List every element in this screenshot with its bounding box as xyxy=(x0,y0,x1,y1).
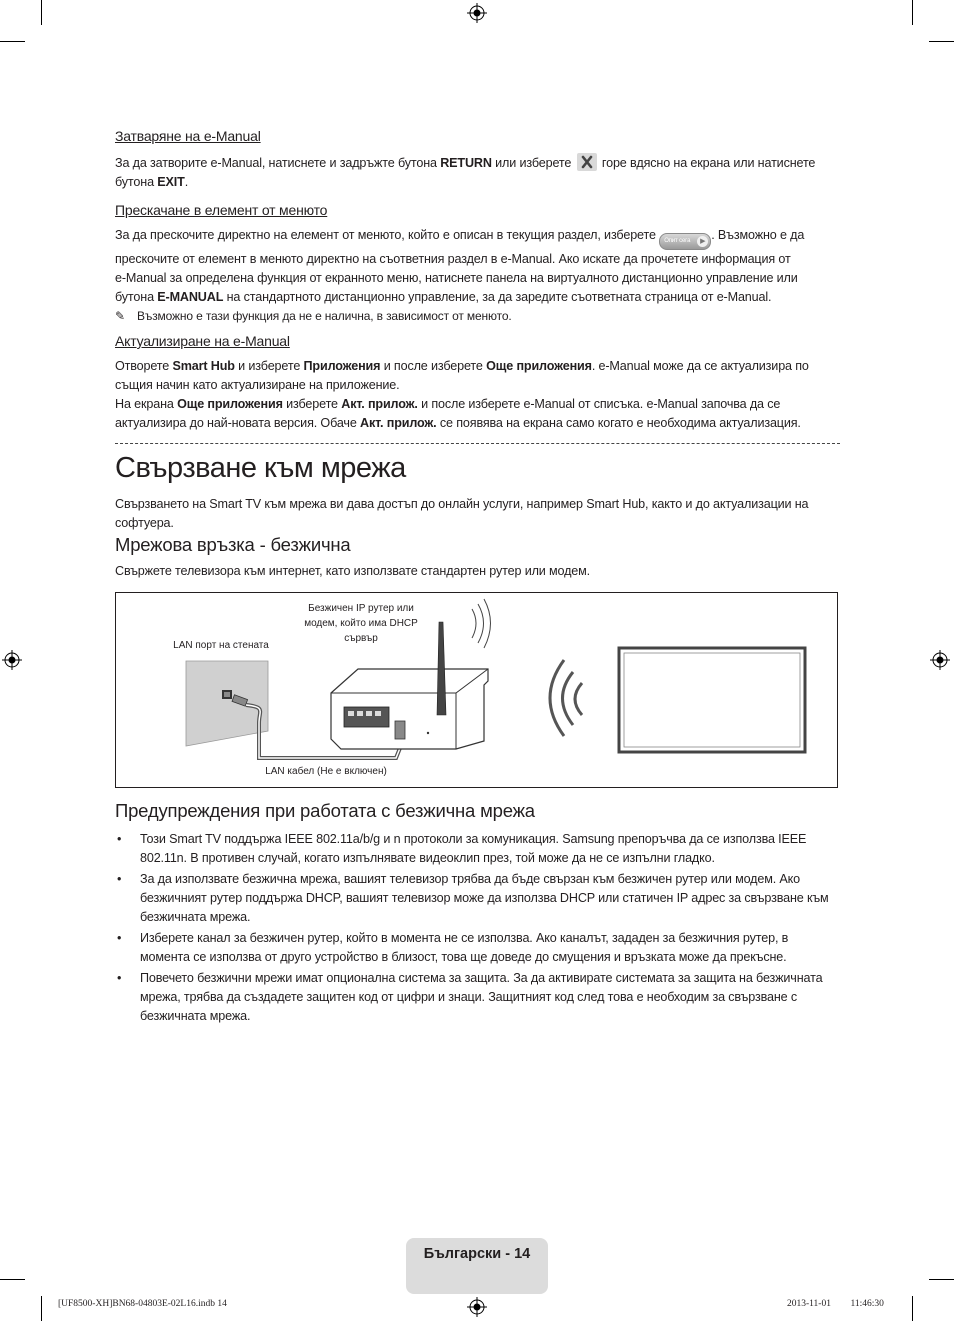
network-diagram xyxy=(115,592,838,788)
wireless-text: Свържете телевизора към интернет, като използвате стандартен рутер или модем. xyxy=(115,564,591,578)
wireless-heading: Мрежова връзка - безжична xyxy=(115,534,351,555)
registration-mark-icon xyxy=(467,1297,487,1317)
crop-mark xyxy=(912,1296,913,1321)
jump-menu-text: За да прескочите директно на елемент от менюто, който е описан в текущия раздел, изберете Опит сега ▶ . Възможно е да прескочите от елемент в менюто директно на съответния раздел в e-Manual. Ако искате да прочетете информация от e-Manual за определена функция от екранното меню, натиснете панела на виртуалното дистанционно управление или бутона E-MANUAL на стандартното дистанционно управление, за да заредите съответната страница от e-Manual. ✎ Възможно е тази функция да не е налична, в зависимост от менюто. xyxy=(115,226,840,326)
wall-graphic xyxy=(186,661,268,746)
close-emanual-text: За да затворите e-Manual, натиснете и задръжте бутона RETURN или изберете горе вдясно на екрана или натиснете бутона EXIT. xyxy=(115,153,840,192)
page-title: Свързване към мрежа xyxy=(115,452,406,484)
crop-mark xyxy=(41,1296,42,1321)
page-number: Български - 14 xyxy=(423,1246,531,1262)
cable-label: LAN кабел (Не е включен) xyxy=(265,766,387,777)
router-label: Безжичен IP рутер или модем, който има DHCP сървър xyxy=(304,603,418,644)
update-emanual-text: Отворете Smart Hub и изберете Приложения и после изберете Още приложения. e-Manual може да се актуализира по същия начин като актуализиране на приложение. На екрана Още приложения изберете Акт. прилож. и после изберете e-Manual от списъка. e-Manual започва да се актуализира до най-новата версия. Обаче Акт. прилож. се появява на екрана само когато е необходима актуализация. xyxy=(115,359,809,430)
play-arrow-icon: ▶ xyxy=(697,236,708,247)
section-divider xyxy=(115,443,840,444)
list-item: • Изберете канал за безжичен рутер, който в момента не се използва. Ако каналът, зададен за безжичния рутер, в момента се използва от друго устройство в близост, това ще доведе до смущения и връзката може да прекъсне. xyxy=(117,931,789,964)
antenna-graphic xyxy=(437,622,446,715)
update-emanual-title: Актуализиране на e-Manual xyxy=(115,333,290,349)
intro-text: Свързването на Smart TV към мрежа ви дава достъп до онлайн услуги, например Smart Hub, както и до актуализации на софтуера. xyxy=(115,497,809,530)
warnings-heading: Предупреждения при работата с безжична мрежа xyxy=(115,800,535,821)
list-item: • За да използвате безжична мрежа, вашият телевизор трябва да бъде свързан към безжичен рутер или модем. Ако безжичният рутер поддържа DHCP, вашият телевизор може да използва DHCP или статичен IP адрес за свързване към безжичната мрежа. xyxy=(117,872,829,924)
crop-mark xyxy=(929,41,954,42)
page-number-tab xyxy=(406,1238,548,1294)
crop-mark xyxy=(0,41,25,42)
registration-mark-icon xyxy=(2,650,22,670)
registration-mark-icon xyxy=(930,650,950,670)
print-slug-file: [UF8500-XH]BN68-04803E-02L16.indb 14 xyxy=(58,1299,227,1309)
close-emanual-title: Затваряне на e-Manual xyxy=(115,128,261,144)
crop-mark xyxy=(0,1279,25,1280)
jump-menu-note: Възможно е тази функция да не е налична, в зависимост от менюто. xyxy=(137,309,512,323)
close-x-icon[interactable] xyxy=(577,153,597,171)
list-item: • Този Smart TV поддържа IEEE 802.11a/b/g и n протоколи за комуникация. Samsung препоръчва да се използва IEEE 802.11n. В противен случай, когато изпълнявате видеоклип през, той може да не се изпълни гладко. xyxy=(117,832,807,865)
warnings-list xyxy=(115,830,840,1028)
crop-mark xyxy=(41,0,42,25)
jump-menu-title: Прескачане в елемент от менюто xyxy=(115,202,328,218)
registration-mark-icon xyxy=(467,3,487,23)
crop-mark xyxy=(912,0,913,25)
network-diagram-illustration xyxy=(116,593,837,787)
pencil-note-icon: ✎ xyxy=(115,309,125,323)
lan-port-label: LAN порт на стената xyxy=(173,640,269,651)
print-slug-date: 2013-11-01 ￿￿ 11:46:30 xyxy=(787,1299,884,1309)
router-wave-graphic xyxy=(472,609,476,638)
crop-mark xyxy=(929,1279,954,1280)
try-now-button[interactable]: Опит сега ▶ xyxy=(659,233,711,250)
list-item: • Повечето безжични мрежи имат опционална система за защита. За да активирате системата за защита на безжичната мрежа, трябва да създадете защитен код от цифри и знаци. Защитният код след това е необходим за свързване с безжичната мрежа. xyxy=(117,971,823,1023)
